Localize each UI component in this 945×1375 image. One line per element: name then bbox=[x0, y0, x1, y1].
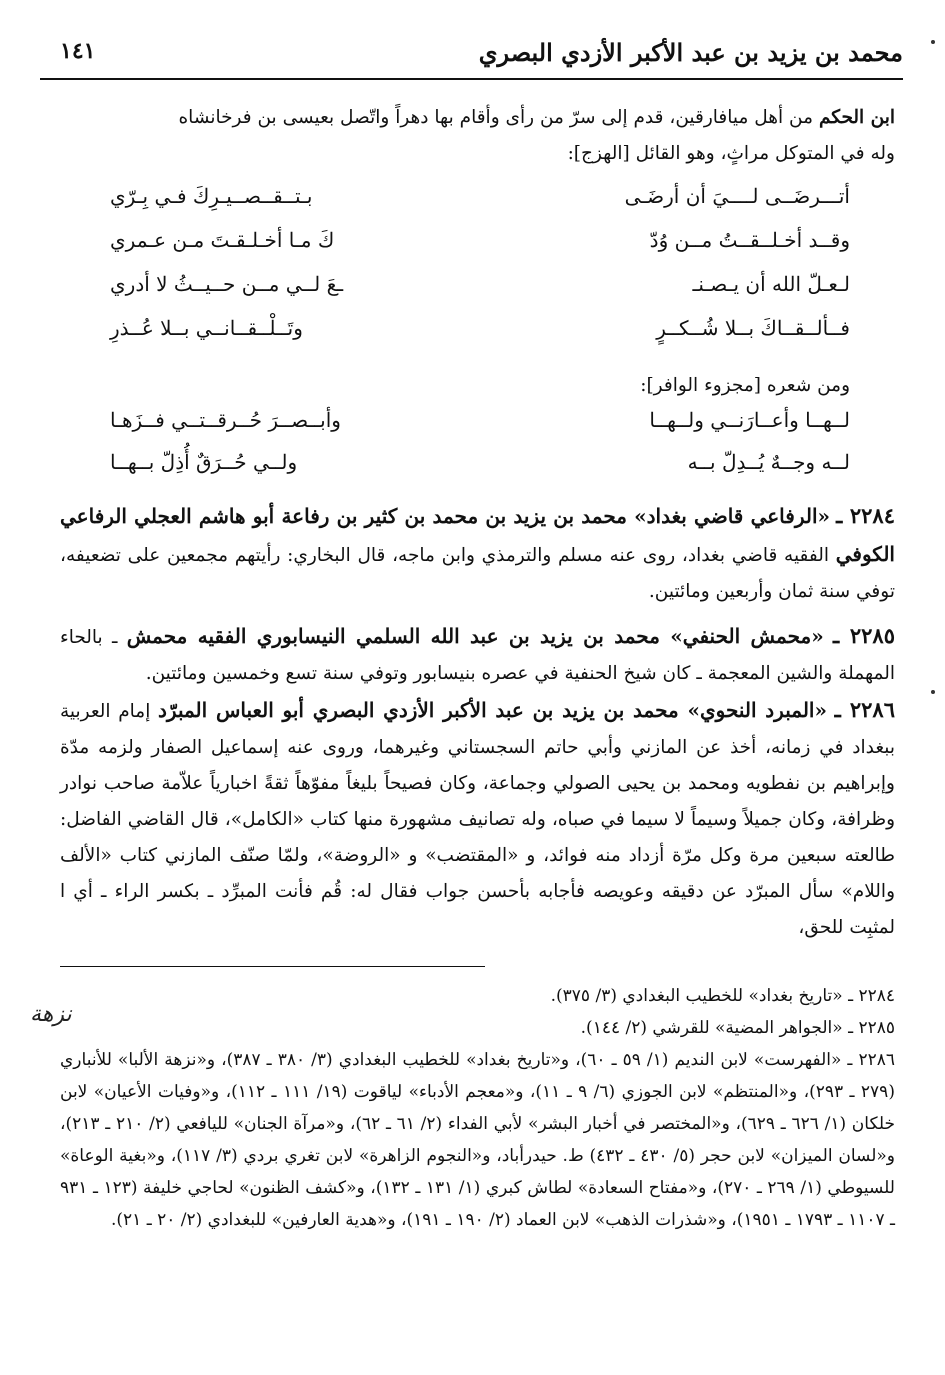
verse-first-hemistich: لــهــا وأعــارَنــي ولــهــا bbox=[649, 408, 850, 432]
verse-first-hemistich: أتـــرضَــى لــــيَ أن أرضَـى bbox=[624, 184, 850, 208]
verse-second-hemistich: ـعَ لــي مــن حــيــثُ لا أدري bbox=[110, 272, 344, 296]
intro-paragraph bbox=[60, 100, 895, 172]
header-rule bbox=[40, 78, 903, 80]
page-number: ١٤١ bbox=[60, 38, 96, 64]
biography-entry bbox=[60, 618, 895, 692]
entry-heading: «المبرد النحوي» محمد بن يزيد بن عبد الأكبر الأزدي البصري أبو العباس المبرّد bbox=[158, 698, 827, 722]
intro-line-1 bbox=[60, 100, 895, 136]
biography-entry bbox=[60, 498, 895, 610]
entry-text: الفقيه قاضي بغداد، روى عنه مسلم والترمذي وابن ماجه، قال البخاري: رأيتهم مجمعين على تضعيفه، توفي سنة ثمان وأربعين ومائتين. bbox=[60, 545, 895, 602]
page-header bbox=[40, 36, 903, 80]
footnote-rule bbox=[60, 966, 485, 967]
scan-mark bbox=[931, 40, 935, 44]
entry-text: ـ بالحاء المهملة والشين المعجمة ـ كان شيخ الحنفية في عصره بنيسابور وتوفي سنة تسع وخمسين ومائتين. bbox=[60, 627, 895, 684]
verse-second-hemistich: ولــي حُــرَقٌ أُذِلّ بــهــا bbox=[110, 450, 298, 474]
handwritten-note: نزهة bbox=[30, 1002, 72, 1027]
running-title: محمد بن يزيد بن عبد الأكبر الأزدي البصري bbox=[478, 38, 903, 67]
verse-line bbox=[110, 316, 850, 356]
verse-line bbox=[110, 408, 850, 448]
verse-line bbox=[110, 272, 850, 312]
verse-first-hemistich: لــه وجــهٌ يُــدِلّ بــه bbox=[687, 450, 850, 474]
verse-first-hemistich: وقــد أخـلــقــتُ مــن وُدّ bbox=[649, 228, 850, 252]
verse-line bbox=[110, 450, 850, 490]
entry-number: ٢٢٨٦ ـ bbox=[834, 697, 895, 722]
entry-heading: «محمش الحنفي» محمد بن يزيد بن عبد الله السلمي النيسابوري الفقيه محمش bbox=[126, 624, 824, 648]
entry-number: ٢٢٨٥ ـ bbox=[833, 623, 895, 648]
verse-second-hemistich: كَ مـا أخـلـقـتَ مـن عـمري bbox=[110, 228, 335, 252]
scan-mark bbox=[931, 690, 935, 694]
verse-second-hemistich: وأبــصــرَ حُــرقــتــي فــزَهـا bbox=[110, 408, 341, 432]
intro-line-2: وله في المتوكل مراثٍ، وهو القائل [الهزج]: bbox=[567, 143, 895, 164]
verse-line bbox=[110, 184, 850, 224]
footnote: ٢٢٨٥ ـ «الجواهر المضية» للقرشي (٢/ ١٤٤). bbox=[580, 1018, 895, 1038]
footnote: ٢٢٨٦ ـ «الفهرست» لابن النديم (١/ ٥٩ ـ ٦٠)، و«تاريخ بغداد» للخطيب البغدادي (٣/ ٣٨٠ ـ ٣٨٧)، و«نزهة الألبا» للأنباري (٢٧٩ ـ ٢٩٣)، و«المنتظم» لابن الجوزي (٦/ ٩ ـ ١١)، و«معجم الأدباء» لياقوت (١٩/ ١١١ ـ ١١٢)، و«وفيات الأعيان» لابن خلكان (١/ ٦٢٦ ـ ٦٢٩)، و«المختصر في أخبار البشر» لأبي الفداء (٢/ ٦١ ـ ٦٢)، و«مرآة الجنان» لليافعي (٢/ ٢١٠ ـ ٢١٣)، و«لسان الميزان» لابن حجر (٥/ ٤٣٠ ـ ٤٣٢) ط. حيدرأباد، و«النجوم الزاهرة» لابن تغري بردي (٣/ ١١٧)، و«بغية الوعاة» للسيوطي (١/ ٢٦٩ ـ ٢٧٠)، و«مفتاح السعادة» لطاش كبري (١/ ١٣١ ـ ١٣٢)، و«كشف الظنون» لحاجي خليفة (١٢٣ ـ ٩٣١ ـ ١١٠٧ ـ ١٧٩٣ ـ ١٩٥١)، و«شذرات الذهب» لابن العماد (٢/ ١٩٠ ـ ١٩١)، و«هدية العارفين» للبغدادي (٢/ ٢٠ ـ ٢١). bbox=[60, 1050, 896, 1230]
entry-heading: «الرفاعي قاضي بغداد» محمد بن يزيد بن محمد بن كثير بن رفاعة أبو هاشم العجلي الرفاعي الكوفي bbox=[60, 504, 895, 566]
verse-second-hemistich: وتَــلْــقــانــي بــلا عُــذرِ bbox=[110, 316, 303, 340]
entry-number: ٢٢٨٤ ـ bbox=[836, 503, 895, 528]
intro-text-1: من أهل ميافارقين، قدم إلى سرّ من رأى وأقام بها دهراً واتّصل بعيسى بن فرخانشاه bbox=[178, 107, 819, 128]
footnote: ٢٢٨٤ ـ «تاريخ بغداد» للخطيب البغدادي (٣/ ٣٧٥). bbox=[550, 986, 895, 1006]
verse-first-hemistich: لـعـلّ الله أن يـصـنـ bbox=[692, 272, 850, 296]
verse-first-hemistich: فــألــقــاكَ بــلا شُــكــرٍ bbox=[656, 316, 850, 340]
entry-text: إمام العربية ببغداد في زمانه، أخذ عن المازني وأبي حاتم السجستاني وغيرهما، وروى عنه إسماعيل الصفار ولزمه مدّة وإبراهيم بن نفطويه ومحمد بن يحيى الصولي وجماعة، وكان فصيحاً بليغاً مفوّهاً ثقةً اخبارياً علاّمة صاحب نوادر وظرافة، وكان جميلاً وسيماً لا سيما في صباه، وله تصانيف مشهورة منها كتاب «الكامل»، قال القاضي الفاضل: طالعته سبعين مرة وكل مرّة أزداد منه فوائد، و «المقتضب» و «الروضة»، ولمّا صنّف المازني كتاب «الألف واللام» سأل المبرّد عن دقيقه وعويصه فأجابه بأحسن جواب فقال له: قُم فأنت المبرِّد ـ بكسر الراء ـ أي ا لمثبِت للحق، bbox=[60, 701, 895, 938]
verse-second-hemistich: بـتــقــصــيـرِكَ فـي بِـرّي bbox=[110, 184, 313, 208]
wafir-intro: ومن شعره [مجزوء الوافر]: bbox=[640, 375, 850, 396]
intro-bold-name: ابن الحكم bbox=[818, 107, 895, 128]
biography-entry bbox=[60, 692, 895, 946]
verse-line bbox=[110, 228, 850, 268]
